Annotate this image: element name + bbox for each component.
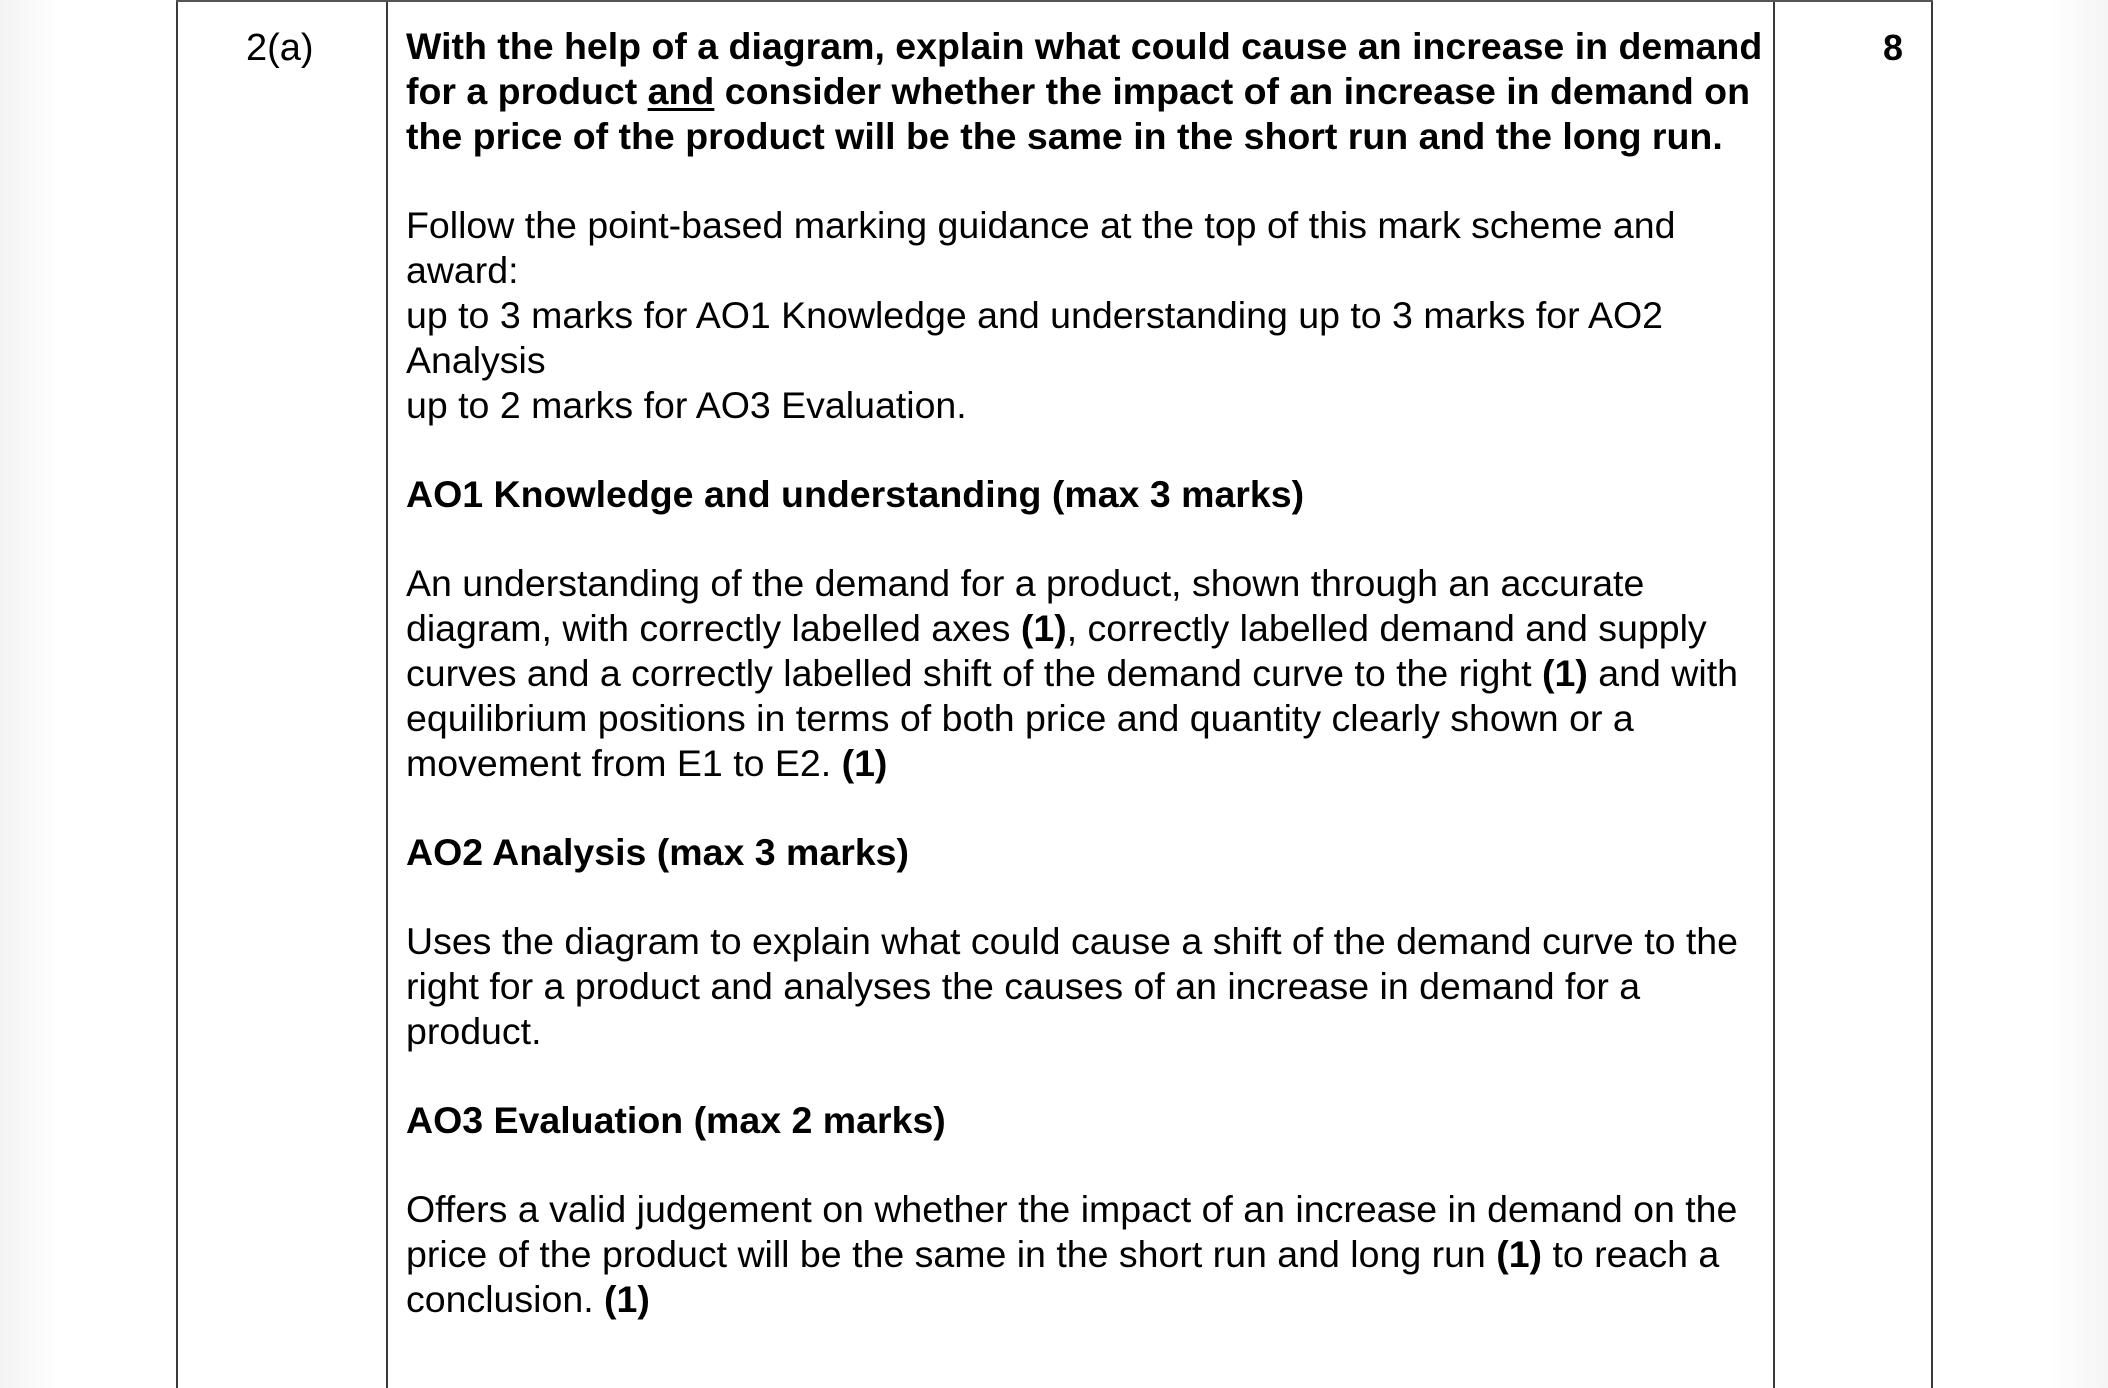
guidance-line-1: Follow the point-based marking guidance at the top of this mark scheme and award: [406, 204, 1676, 291]
question-text-part2: consider whether the impact of an increase in demand on the price of the product will be the same in the short run and the long run. [406, 70, 1750, 157]
ao1-text-2: , correctly labelled demand and supply curves and a correctly labelled shift of the demand curve to the right [406, 607, 1707, 694]
question-text-part1: With the help of a diagram, explain what could cause an increase in demand for a product [406, 25, 1763, 112]
ao1-description [406, 561, 1776, 786]
ao1-text-3: and with equilibrium positions in terms of both price and quantity clearly shown or a movement from E1 to E2. [406, 652, 1738, 784]
ao1-text-1: An understanding of the demand for a product, shown through an accurate diagram, with correctly labelled axes [406, 562, 1645, 649]
marking-guidance [406, 203, 1776, 428]
table-border-left [176, 2, 178, 1388]
ao2-heading: AO2 Analysis (max 3 marks) [406, 831, 910, 873]
column-divider-question [386, 2, 388, 1388]
guidance-line-3: up to 2 marks for AO3 Evaluation. [406, 384, 967, 426]
ao3-description [406, 1187, 1776, 1322]
mark-scheme-table [176, 0, 1933, 1388]
ao3-text-1: Offers a valid judgement on whether the impact of an increase in demand on the price of the product will be the same in the short run and long run [406, 1188, 1738, 1275]
ao2-description: Uses the diagram to explain what could cause a shift of the demand curve to the right for a product and analyses the causes of an increase in demand for a product. [406, 920, 1739, 1052]
ao3-mark-1: (1) [1496, 1233, 1543, 1275]
table-border-right [1931, 2, 1933, 1388]
question-text [406, 24, 1776, 159]
ao3-text-2: to reach a conclusion. [406, 1233, 1720, 1320]
ao3-heading: AO3 Evaluation (max 2 marks) [406, 1099, 946, 1141]
total-marks: 8 [1883, 27, 1904, 68]
question-number: 2(a) [246, 27, 314, 69]
question-text-underlined: and [647, 70, 715, 112]
ao1-mark-3: (1) [841, 742, 888, 784]
ao1-mark-2: (1) [1542, 652, 1588, 694]
ao3-mark-2: (1) [604, 1278, 650, 1320]
ao1-heading: AO1 Knowledge and understanding (max 3 marks) [406, 473, 1305, 515]
ao1-mark-1: (1) [1020, 607, 1067, 649]
guidance-line-2: up to 3 marks for AO1 Knowledge and understanding up to 3 marks for AO2 Analysis [406, 294, 1663, 381]
answer-guidance-cell [406, 24, 1776, 1366]
